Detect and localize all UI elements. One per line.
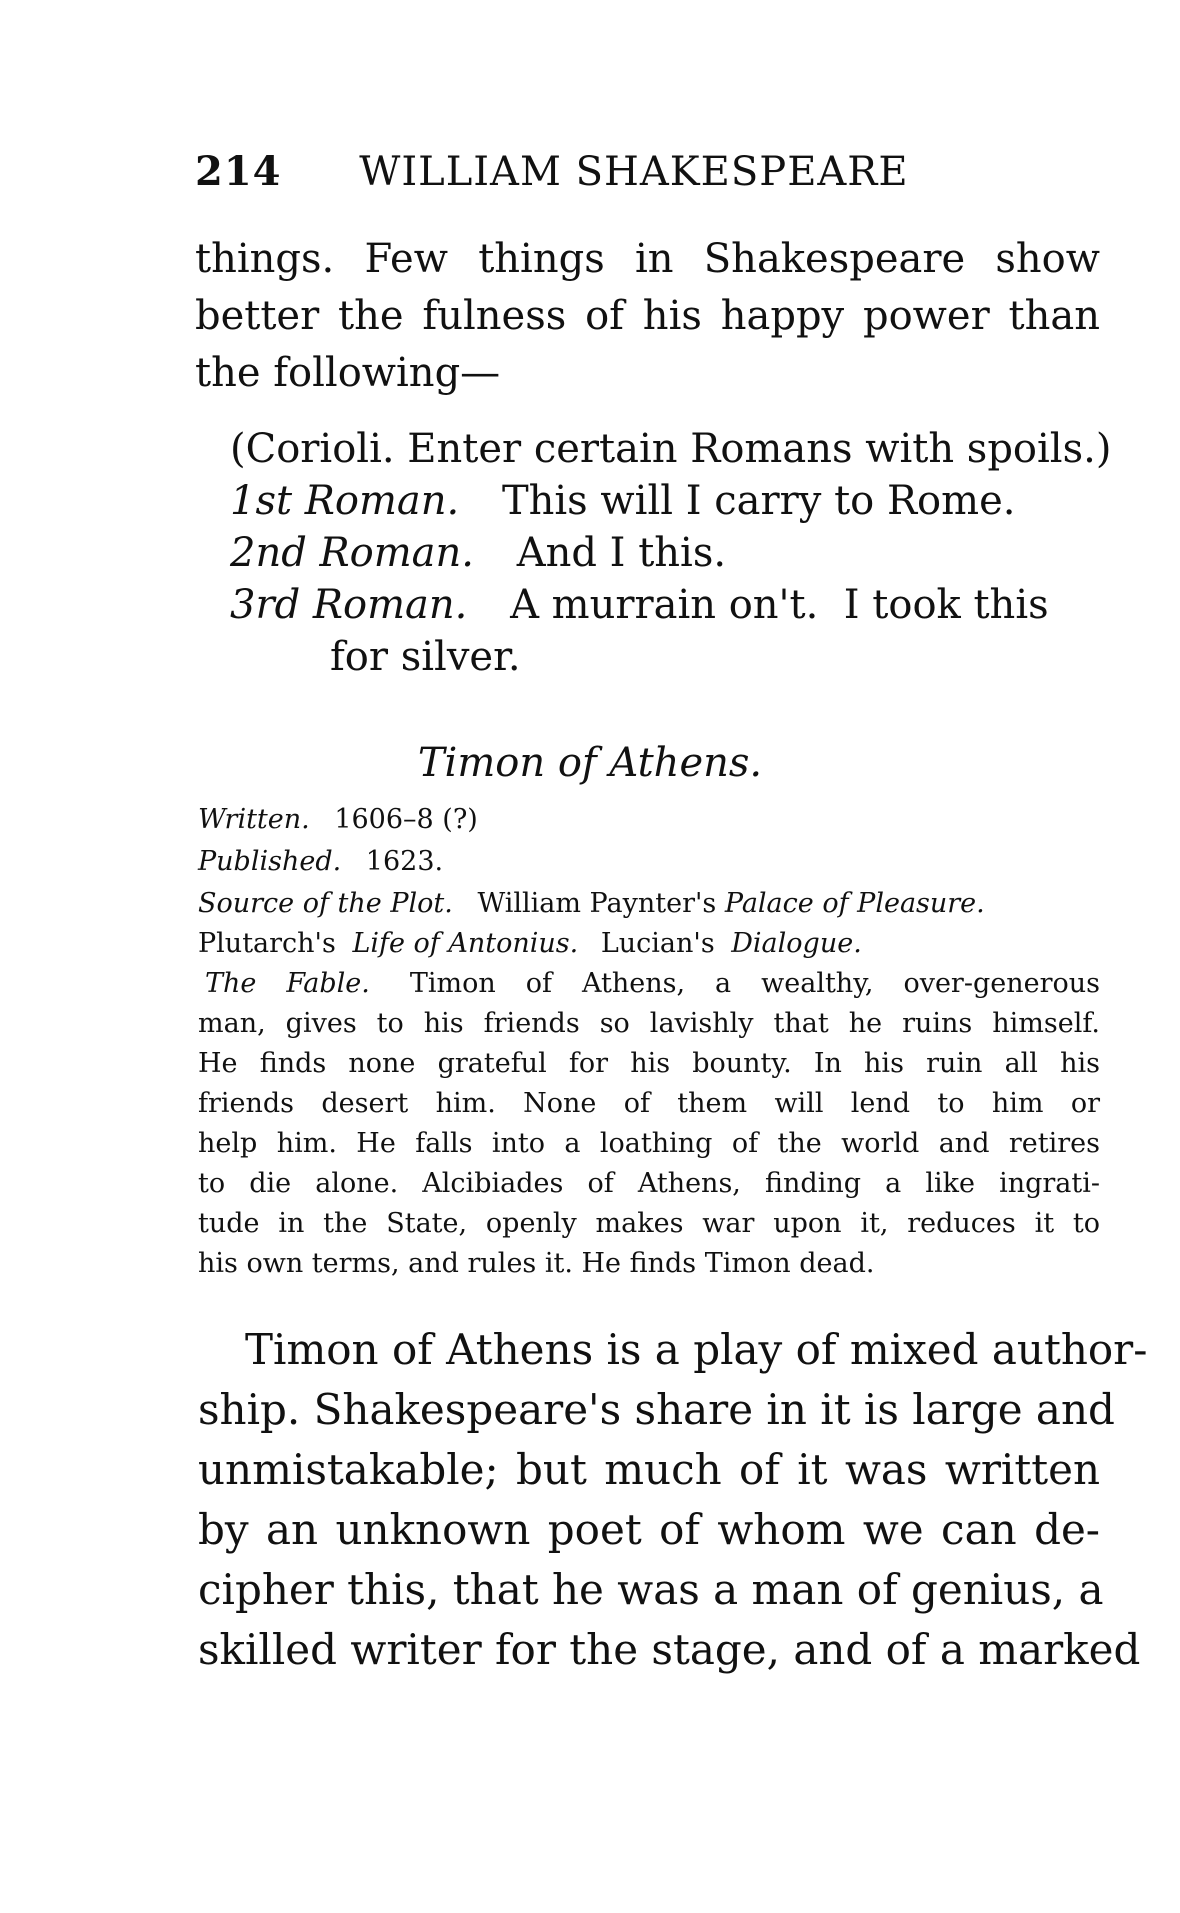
body-line: Timon of Athens is a play of mixed author- <box>245 1325 1148 1374</box>
fable-line: man, gives to his friends so lavishly that he ruins himself. <box>198 1008 1100 1039</box>
source-work: Life of Antonius. <box>352 928 579 959</box>
speaker-label: 2nd Roman. <box>230 530 474 576</box>
speaker-label: 3rd Roman. <box>230 582 468 628</box>
fable-label: The Fable. <box>205 968 370 999</box>
speech-line <box>230 530 726 576</box>
running-head <box>195 148 909 195</box>
speech-text: This will I carry to Rome. <box>501 478 1016 524</box>
body-line: by an unknown poet of whom we can de- <box>198 1505 1100 1554</box>
intro-line: the following— <box>195 350 501 396</box>
intro-line: things. Few things in Shakespeare show <box>195 236 1100 282</box>
body-line: skilled writer for the stage, and of a marked <box>198 1625 1141 1674</box>
published-line <box>198 846 443 877</box>
source-label: Source of the Plot. <box>198 888 453 919</box>
fable-line: to die alone. Alcibiades of Athens, finding a like ingrati- <box>198 1168 1100 1199</box>
fable-line: his own terms, and rules it. He finds Timon dead. <box>198 1248 875 1279</box>
speaker-label: 1st Roman. <box>230 478 460 524</box>
written-label: Written. <box>198 804 310 835</box>
fable-text: Timon of Athens, a wealthy, over-generous <box>409 968 1100 999</box>
body-line: unmistakable; but much of it was written <box>198 1445 1100 1494</box>
fable-first-line <box>205 968 1100 999</box>
speech-line <box>230 478 1015 524</box>
source-author: Plutarch's <box>198 928 336 959</box>
speech-text: And I this. <box>516 530 727 576</box>
source-line <box>198 888 985 919</box>
written-line <box>198 804 478 835</box>
body-line: cipher this, that he was a man of genius, a <box>198 1565 1104 1614</box>
body-line: ship. Shakespeare's share in it is large and <box>198 1385 1115 1434</box>
fable-line: tude in the State, openly makes war upon it, reduces it to <box>198 1208 1100 1239</box>
source-work: Dialogue. <box>731 928 862 959</box>
written-value: 1606–8 (?) <box>334 804 478 835</box>
stage-direction: (Corioli. Enter certain Romans with spoils.) <box>230 426 1112 472</box>
intro-line: better the fulness of his happy power than <box>195 293 1100 339</box>
fable-line: help him. He falls into a loathing of the world and retires <box>198 1128 1100 1159</box>
source-text: William Paynter's <box>477 888 717 919</box>
source-work: Palace of Pleasure. <box>724 888 985 919</box>
speech-continuation: for silver. <box>330 634 521 680</box>
fable-line: He finds none grateful for his bounty. In his ruin all his <box>198 1048 1100 1079</box>
play-title: Timon of Athens. <box>417 740 763 786</box>
source-author: Lucian's <box>600 928 715 959</box>
page-number: 214 <box>195 148 282 195</box>
published-label: Published. <box>198 846 342 877</box>
fable-line: friends desert him. None of them will lend to him or <box>198 1088 1100 1119</box>
speech-text: A murrain on't. I took this <box>510 582 1049 628</box>
speech-line <box>230 582 1049 628</box>
source-line-2 <box>198 928 862 959</box>
running-title: WILLIAM SHAKESPEARE <box>359 149 909 195</box>
published-value: 1623. <box>365 846 444 877</box>
